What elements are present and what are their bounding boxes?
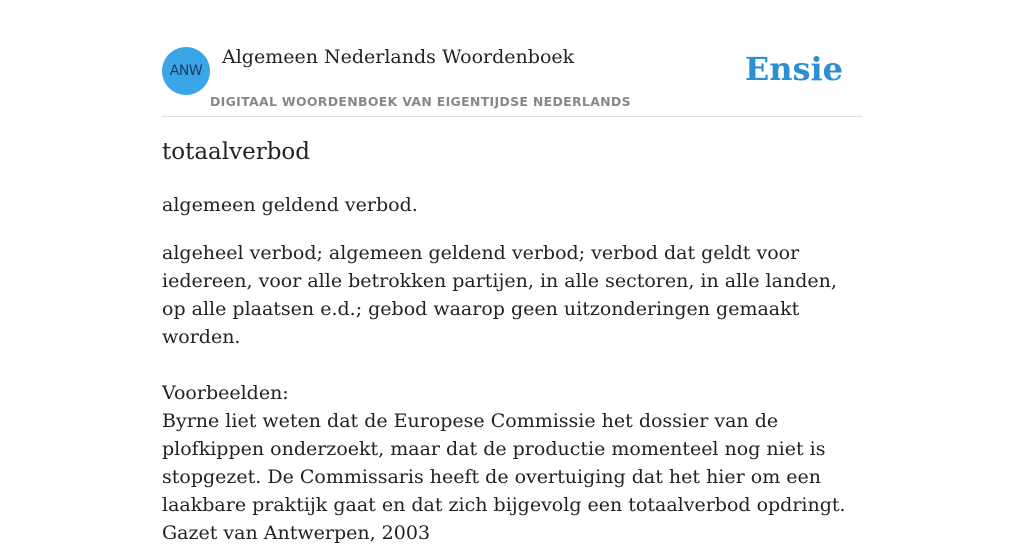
anw-logo[interactable] [162,47,210,95]
site-subtitle: DIGITAAL WOORDENBOEK VAN EIGENTIJDSE NEDERLANDS [210,94,631,109]
site-title[interactable]: Algemeen Nederlands Woordenboek [222,46,575,68]
example-text: Byrne liet weten dat de Europese Commissie het dossier van de plofkippen onderzoekt, maar dat de productie momenteel nog niet is stopgezet. De Commissaris heeft de overtuiging dat het hier om een laakbare praktijk gaat en dat zich bijgevolg een totaalverbod opdringt. [162,410,846,516]
logo-text: ANW [169,63,203,79]
header [162,0,862,117]
headword: totaalverbod [162,139,311,165]
short-definition: algemeen geldend verbod. [162,194,418,216]
ensie-logo[interactable]: Ensie [744,50,843,88]
definition-text: algeheel verbod; algemeen geldend verbod; verbod dat geldt voor iedereen, voor alle betrokken partijen, in alle sectoren, in alle landen, op alle plaatsen e.d.; gebod waarop geen uitzonderingen gemaakt worden. [162,242,837,348]
examples-label: Voorbeelden: [162,382,289,404]
spacer [162,351,862,379]
example-source: Gazet van Antwerpen, 2003 [162,522,431,544]
entry-body [162,239,862,547]
page-container [162,0,862,544]
